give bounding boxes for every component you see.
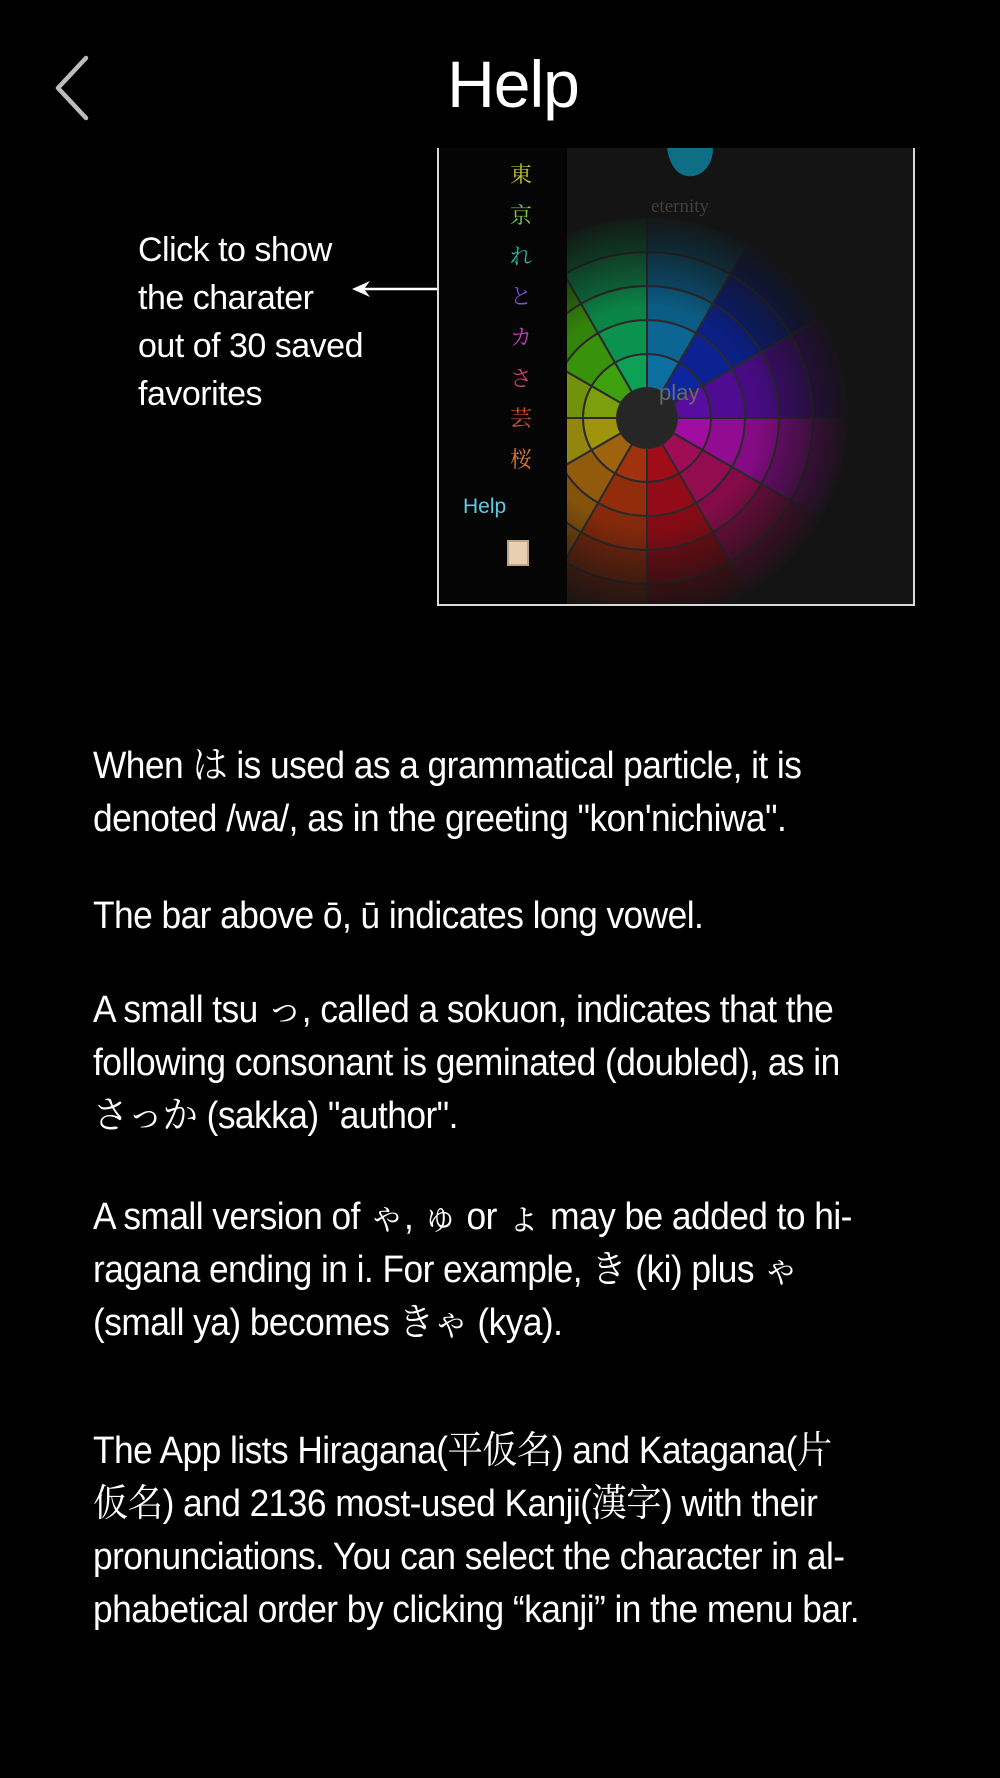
- paragraph-line: 仮名) and 2136 most-used Kanji(漢字) with their: [93, 1483, 818, 1525]
- paragraph-line: (small ya) becomes きゃ (kya).: [93, 1302, 563, 1344]
- paragraph-line: denoted /wa/, as in the greeting "kon'nichiwa".: [93, 798, 787, 840]
- top-blob-shape: [567, 148, 913, 188]
- favorite-character: カ: [509, 326, 532, 351]
- favorite-character: れ: [509, 245, 532, 270]
- annotation-line: favorites: [138, 375, 262, 413]
- favorite-character: と: [509, 285, 532, 310]
- favorites-sidebar: [439, 148, 567, 606]
- favorite-character: さ: [509, 367, 532, 392]
- wheel-fade: [567, 216, 849, 606]
- page-title: Help: [447, 47, 579, 121]
- paragraph-line: phabetical order by clicking “kanji” in the menu bar.: [93, 1589, 860, 1631]
- annotation-line: the charater: [138, 279, 314, 317]
- paragraph-line: The bar above ō, ū indicates long vowel.: [93, 895, 704, 937]
- help-paragraph: [93, 1425, 893, 1637]
- paragraph-line: pronunciations. You can select the character in al-: [93, 1536, 845, 1578]
- paragraph-line: The App lists Hiragana(平仮名) and Katagana(片: [93, 1430, 832, 1472]
- navigation-bar: [0, 0, 1000, 148]
- help-paragraph: [93, 740, 893, 846]
- annotation-line: out of 30 saved: [138, 327, 364, 365]
- favorite-character: 桜: [509, 448, 532, 473]
- paragraph-line: A small version of ゃ, ゅ or ょ may be added to hi-: [93, 1196, 852, 1238]
- favorites-annotation: [138, 226, 378, 418]
- favorite-character: 芸: [509, 407, 532, 432]
- annotation-line: Click to show: [138, 231, 332, 269]
- eternity-label: eternity: [651, 196, 710, 217]
- color-wheel: [567, 208, 857, 606]
- color-wheel-panel: [567, 148, 913, 606]
- paragraph-line: When は is used as a grammatical particle, it is: [93, 745, 802, 787]
- favorite-character: 京: [509, 204, 532, 229]
- help-paragraph: [93, 890, 893, 943]
- paragraph-line: A small tsu っ, called a sokuon, indicates that the: [93, 989, 834, 1031]
- favorite-character: 東: [509, 163, 532, 188]
- paragraph-line: ragana ending in i. For example, き (ki) plus ゃ: [93, 1249, 799, 1291]
- paragraph-line: following consonant is geminated (doubled), as in: [93, 1042, 840, 1084]
- help-paragraph: [93, 984, 893, 1143]
- help-paragraph: [93, 1191, 893, 1350]
- app-screenshot-illustration: [437, 148, 915, 606]
- paragraph-line: さっか (sakka) "author".: [93, 1095, 458, 1137]
- play-button: play: [659, 380, 700, 405]
- scroll-thumb: [507, 540, 529, 566]
- sidebar-help-label: Help: [463, 495, 507, 518]
